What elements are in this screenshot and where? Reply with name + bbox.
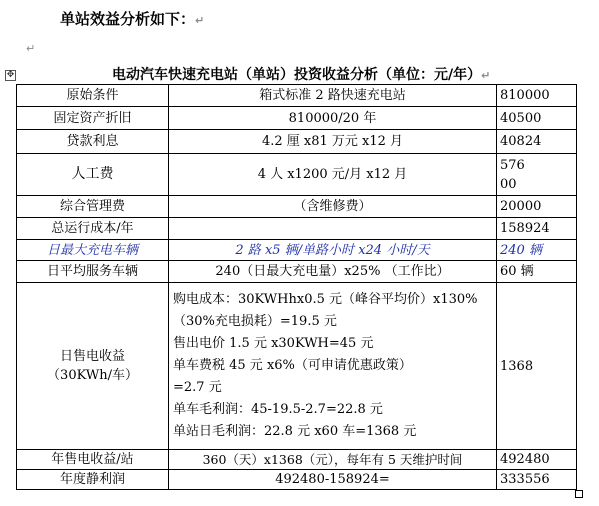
row-detail: 492480-158924=	[169, 470, 497, 490]
table-move-handle[interactable]: ✥	[6, 70, 15, 80]
row-label: 年度静利润	[17, 470, 169, 490]
row-label: 人工费	[17, 154, 169, 196]
row-label: 日平均服务车辆	[17, 261, 169, 283]
paragraph-mark: ↵	[481, 69, 491, 82]
table-row-highlight	[17, 240, 577, 261]
row-value: 810000	[497, 85, 577, 107]
row-value: 1368	[497, 283, 577, 450]
row-detail: 4 人 x1200 元/月 x12 月	[169, 154, 497, 196]
table-row	[17, 261, 577, 283]
table-row	[17, 196, 577, 218]
paragraph-mark: ↵	[195, 14, 205, 27]
paragraph-mark: ↵	[26, 42, 36, 55]
revenue-label	[17, 283, 169, 450]
row-value: 40824	[497, 130, 577, 154]
row-value: 60 辆	[497, 261, 577, 283]
revenue-line: 单车费税 45 元 x6%（可申请优惠政策）	[173, 358, 412, 373]
revenue-label-line1: 日售电收益	[59, 349, 125, 364]
revenue-line: 购电成本：30KWHhx0.5 元（峰谷平均价）x130%	[173, 292, 478, 307]
revenue-line: （30%充电损耗）=19.5 元	[173, 314, 337, 329]
row-label: 综合管理费	[17, 196, 169, 218]
intro-heading	[60, 8, 204, 29]
row-value: 240 辆	[497, 240, 577, 261]
revenue-breakdown	[169, 283, 497, 450]
row-detail	[169, 218, 497, 240]
revenue-line: =2.7 元	[173, 380, 222, 395]
revenue-line: 售出电价 1.5 元 x30KWH=45 元	[173, 336, 374, 351]
row-detail: 2 路 x5 辆/单路小时 x24 小时/天	[169, 240, 497, 261]
row-value: 333556	[497, 470, 577, 490]
table-caption-text: 电动汽车快速充电站（单站）投资收益分析（单位：元/年）	[112, 67, 482, 83]
revenue-line: 单站日毛利润：22.8 元 x60 车=1368 元	[173, 424, 417, 439]
revenue-label-line2: （30KWh/车）	[47, 368, 138, 383]
table-row	[17, 218, 577, 240]
row-label: 固定资产折旧	[17, 107, 169, 130]
row-detail: 360（天）x1368（元），每年有 5 天维护时间	[169, 450, 497, 470]
row-label: 日最大充电车辆	[17, 240, 169, 261]
row-detail: 240（日最大充电量）x25% （工作比）	[169, 261, 497, 283]
table-row-revenue	[17, 283, 577, 450]
table-caption	[112, 64, 490, 84]
table-row	[17, 470, 577, 490]
table-row	[17, 154, 577, 196]
table-row	[17, 450, 577, 470]
table-row	[17, 107, 577, 130]
row-label: 贷款利息	[17, 130, 169, 154]
row-label: 原始条件	[17, 85, 169, 107]
row-detail: 箱式标准 2 路快速充电站	[169, 85, 497, 107]
row-detail: 4.2 厘 x81 万元 x12 月	[169, 130, 497, 154]
row-value: 492480	[497, 450, 577, 470]
row-detail: 810000/20 年	[169, 107, 497, 130]
row-detail: （含维修费）	[169, 196, 497, 218]
row-value: 576 00	[497, 154, 577, 196]
row-label: 总运行成本/年	[17, 218, 169, 240]
table-resize-handle[interactable]	[575, 490, 583, 498]
row-value: 40500	[497, 107, 577, 130]
table-row	[17, 85, 577, 107]
row-value: 20000	[497, 196, 577, 218]
revenue-line: 单车毛利润：45-19.5-2.7=22.8 元	[173, 402, 383, 417]
row-label: 年售电收益/站	[17, 450, 169, 470]
table-row	[17, 130, 577, 154]
intro-text: 单站效益分析如下：	[60, 10, 196, 28]
row-value: 158924	[497, 218, 577, 240]
investment-table	[16, 84, 577, 490]
